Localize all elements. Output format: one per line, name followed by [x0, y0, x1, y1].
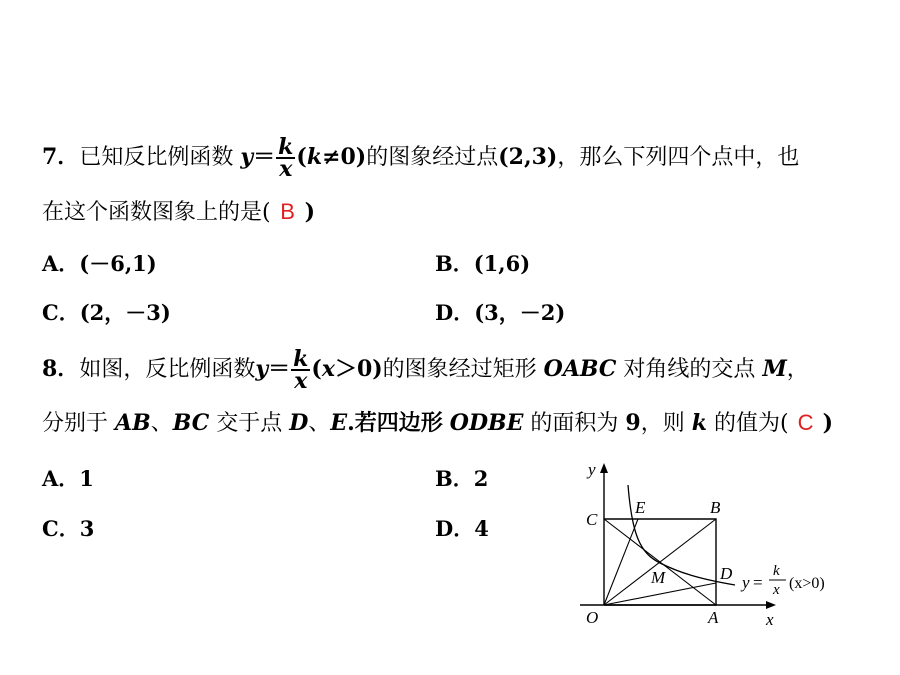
q8-option-a: A．1: [42, 466, 94, 491]
q7-point: (2,3): [498, 144, 558, 170]
curve-eq: =: [753, 573, 763, 592]
x-axis-arrow: [766, 601, 776, 609]
q8-fraction: $\frac{k}{x}$: [293, 346, 309, 394]
point-a-label: A: [708, 608, 719, 627]
curve-y: y: [742, 573, 750, 592]
q7-line-1: 7．已知反比例函数 y＝ $\frac{k}{x}$ (k≠0)的图象经过点(2,3)，那么下列四个点中，也: [42, 134, 800, 182]
curve-num: k: [773, 563, 780, 579]
x-axis-label: x: [766, 610, 774, 629]
q7-text: 已知反比例函数: [79, 145, 234, 170]
y-axis-label: y: [588, 460, 596, 479]
curve-equation: [740, 563, 825, 598]
q7-answer: B: [280, 199, 295, 224]
q7-fraction: $\frac{k}{x}$: [278, 134, 294, 182]
point-b-label: B: [710, 498, 721, 517]
q7-line-2: 在这个函数图象上的是( B ): [42, 199, 316, 225]
point-d-label: D: [720, 564, 733, 583]
q7-option-c: C．(2，－3): [42, 300, 171, 325]
q8-number: 8．: [42, 356, 80, 382]
y-axis-arrow: [600, 463, 608, 473]
q8-figure: [570, 455, 870, 635]
point-o-label: O: [586, 608, 599, 627]
q7-number: 7．: [42, 144, 80, 170]
point-c-label: C: [586, 510, 598, 529]
q8-answer: C: [797, 410, 814, 435]
q8-line-1: 8．如图，反比例函数y＝ $\frac{k}{x}$ (x＞0)的图象经过矩形 OABC 对角线的交点 M，: [42, 346, 809, 394]
q8-line-2: 分别于 AB、BC 交于点 D、E.若四边形 ODBE 的面积为 9，则 k 的值为( C ): [42, 410, 833, 436]
curve-den: x: [773, 582, 780, 598]
q7-option-d: D．(3，－2): [435, 300, 566, 325]
q8-text: 如图，反比例函数: [79, 357, 256, 382]
q8-option-d: D．4: [435, 516, 489, 541]
q8-option-b: B．2: [435, 466, 489, 491]
curve-condition: (x>0): [789, 575, 825, 592]
point-m-label: M: [651, 568, 666, 587]
q7-option-a: A．(－6,1): [42, 251, 157, 276]
q8-option-c: C．3: [42, 516, 95, 541]
point-e-label: E: [635, 498, 646, 517]
q7-option-b: B．(1,6): [435, 251, 531, 276]
